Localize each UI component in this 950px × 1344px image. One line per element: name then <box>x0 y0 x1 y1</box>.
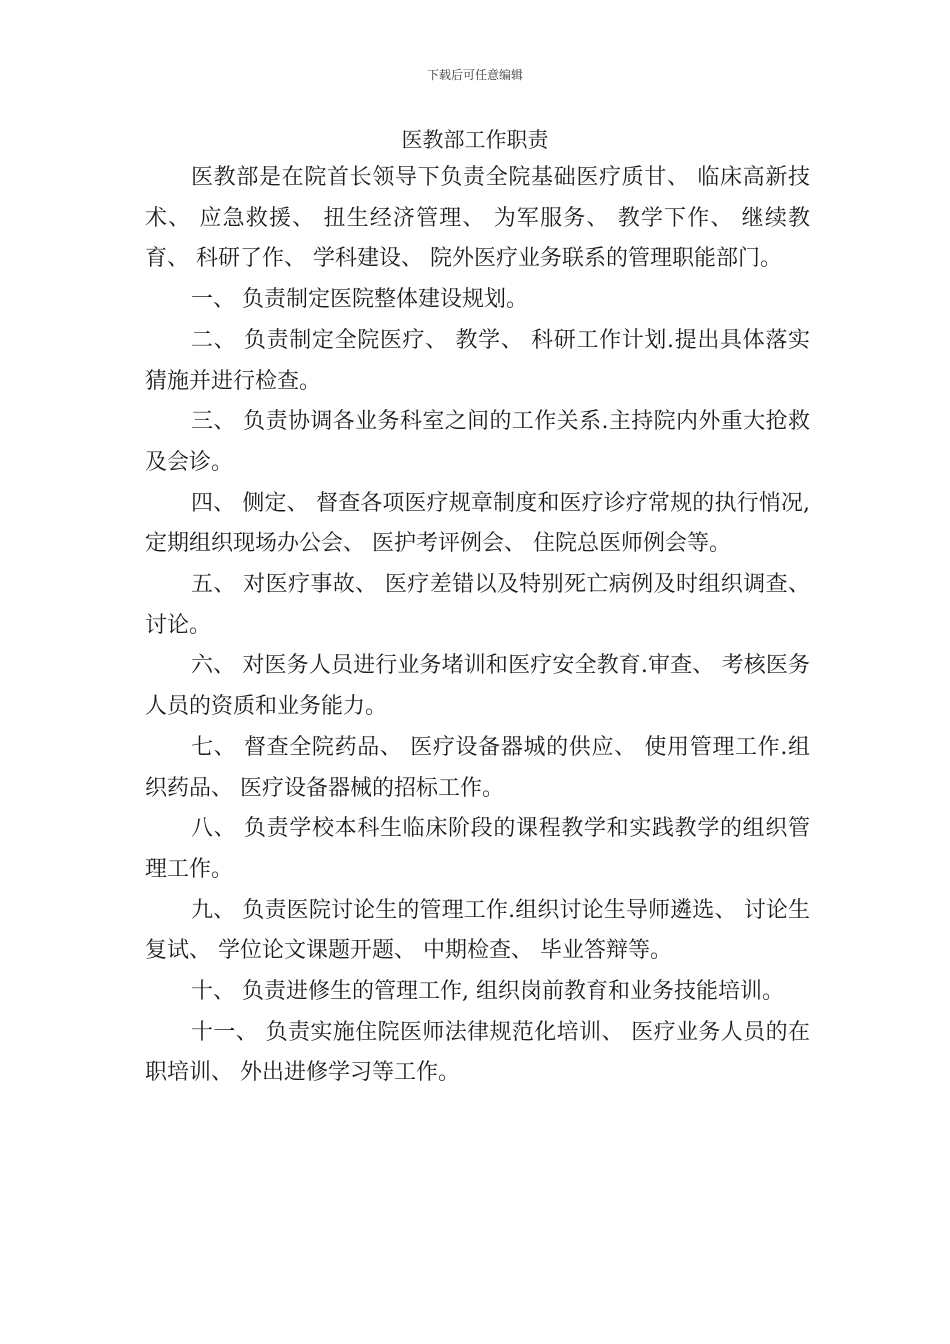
header-note: 下载后可任意编辑 <box>426 68 523 82</box>
duty-item-5: 五、 对医疗事故、 医疗差错以及特别死亡病例及时组织调查、 讨论。 <box>145 572 810 638</box>
duty-item-10: 十、 负责进修生的管理工作, 组织岗前教育和业务技能培训。 <box>191 979 784 1005</box>
duty-item-11: 十一、 负责实施住院医师法律规范化培训、 医疗业务人员的在职培训、 外出进修学习等工作。 <box>145 1019 810 1086</box>
duty-item-2: 二、 负责制定全院医疗、 教学、 科研工作计划.提出具体落实猜施并进行检查。 <box>145 327 810 394</box>
duty-item-7: 七、 督查全院药品、 医疗设备器城的供应、 使用管理工作.组织药品、 医疗设备器械的招标工作。 <box>145 734 810 801</box>
duty-item-8: 八、 负责学校本科生临床阶段的课程教学和实践教学的组织管理工作。 <box>145 816 810 882</box>
document-title: 医教部工作职责 <box>401 128 549 152</box>
document-body <box>145 158 810 1094</box>
duty-item-3: 三、 负责协调各业务科室之间的工作关系.主持院内外重大抢救及会诊。 <box>145 409 810 475</box>
duty-item-1: 一、 负责制定医院整体建设规划。 <box>191 287 528 313</box>
intro-paragraph: 医教部是在院首长领导下负责全院基础医疗质甘、 临床高新技术、 应急救援、 扭生经济管理、 为军服务、 教学下作、 继续教育、 科研了作、 学科建设、 院外医疗业务联系的管理职能部门。 <box>145 165 810 272</box>
duty-item-6: 六、 对医务人员进行业务堵训和医疗安全教育.审查、 考核医务人员的资质和业务能力。 <box>145 653 810 720</box>
duty-item-9: 九、 负责医院讨论生的管理工作.组织讨论生导师遴选、 讨论生复试、 学位论文课题开题、 中期检查、 毕业答辩等。 <box>145 897 810 964</box>
duty-item-4: 四、 侧定、 督查各项医疗规章制度和医疗诊疗常规的执行悄况, 定期组织现场办公会、 医护考评例会、 住院总医师例会等。 <box>145 490 810 557</box>
